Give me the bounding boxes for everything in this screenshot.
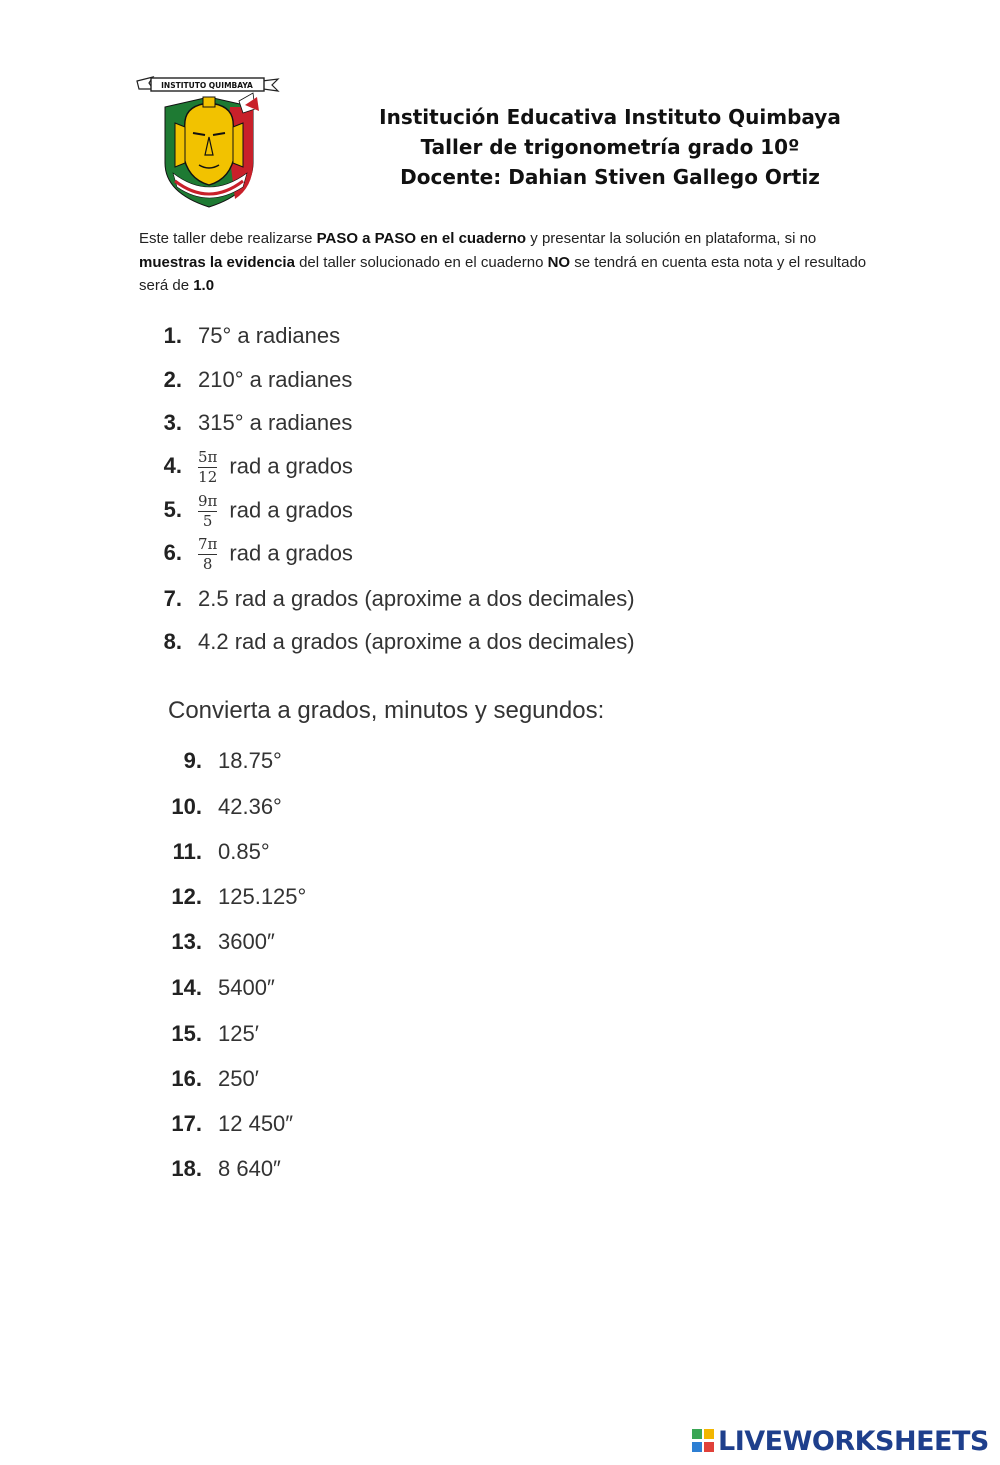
exercise-item [160, 629, 635, 655]
exercise-text: 12 450″ [218, 1111, 294, 1136]
exercise-text: 210° a radianes [198, 367, 353, 392]
exercise-text: 5400″ [218, 975, 275, 1000]
exercise-text: 4.2 rad a grados (aproxime a dos decimales) [198, 629, 635, 654]
exercise-item [160, 536, 353, 573]
exercise-item [168, 1111, 293, 1137]
exercise-item [160, 323, 340, 349]
exercise-item [168, 1066, 259, 1092]
exercise-text: 0.85° [218, 839, 270, 864]
institution-name: Institución Educativa Instituto Quimbaya [379, 105, 841, 129]
logo-banner-text: INSTITUTO QUIMBAYA [161, 81, 253, 90]
exercise-text: 18.75° [218, 748, 282, 773]
fraction-numerator: 7π [198, 535, 218, 553]
exercise-item [160, 493, 353, 530]
exercise-number: 18. [171, 1156, 202, 1181]
exercise-number: 12. [171, 884, 202, 909]
exercise-number: 16. [171, 1066, 202, 1091]
instructions-emphasis: muestras la evidencia [139, 253, 295, 271]
exercise-number: 15. [171, 1021, 202, 1046]
exercise-item [168, 748, 282, 774]
instructions-emphasis: NO [547, 253, 571, 271]
exercise-item [160, 586, 635, 612]
fraction-numerator: 5π [198, 448, 218, 466]
instructions-text: Este taller debe realizarse [139, 230, 317, 247]
fraction [198, 536, 217, 573]
instructions-text: y presentar la solución en plataforma, si no [526, 230, 817, 247]
exercise-text: rad a grados [229, 453, 353, 479]
institution-logo [135, 75, 280, 210]
exercise-item [168, 884, 306, 910]
exercise-item [160, 367, 352, 393]
instructions-emphasis: 1.0 [193, 277, 215, 294]
fraction-denominator: 12 [198, 468, 218, 486]
exercise-item [160, 410, 352, 436]
exercise-text: rad a grados [229, 540, 353, 566]
exercise-number: 10. [171, 794, 202, 819]
exercise-number: 3. [163, 410, 182, 435]
exercise-item [168, 794, 282, 820]
exercise-text: 125.125° [218, 884, 307, 909]
exercise-number: 1. [163, 323, 182, 348]
exercise-item [168, 975, 275, 1001]
exercise-item [168, 929, 275, 955]
exercise-text: rad a grados [229, 497, 353, 523]
instructions-text: del taller solucionado en el cuaderno [294, 253, 548, 271]
exercise-item [168, 1021, 259, 1047]
fraction-denominator: 5 [202, 512, 213, 530]
exercise-item [168, 839, 270, 865]
exercise-number: 13. [171, 929, 202, 954]
document-header [340, 102, 880, 192]
exercise-text: 125′ [218, 1021, 259, 1046]
exercise-number: 8. [163, 629, 182, 654]
section-heading: Convierta a grados, minutos y segundos: [168, 697, 605, 724]
exercise-number: 4. [163, 453, 182, 479]
exercise-text: 8 640″ [218, 1156, 281, 1181]
instructions-emphasis: PASO a PASO en el cuaderno [316, 230, 527, 247]
worksheet-title: Taller de trigonometría grado 10º [420, 135, 800, 159]
exercise-text: 42.36° [218, 794, 282, 819]
exercise-number: 11. [172, 839, 202, 864]
liveworksheets-logo[interactable] [692, 1424, 989, 1458]
exercise-number: 17. [171, 1111, 202, 1136]
exercise-text: 315° a radianes [198, 410, 353, 435]
exercise-number: 7. [163, 586, 182, 611]
exercise-text: 3600″ [218, 929, 275, 954]
fraction [198, 493, 217, 530]
instructions-text: se tendrá en cuenta esta nota y el resultado será de [139, 253, 867, 294]
exercise-number: 9. [183, 748, 202, 773]
exercise-number: 14. [171, 975, 202, 1000]
exercise-number: 2. [163, 367, 182, 392]
exercise-text: 2.5 rad a grados (aproxime a dos decimales) [198, 586, 635, 611]
instructions-paragraph [139, 227, 879, 298]
liveworksheets-icon [692, 1429, 714, 1453]
fraction [198, 449, 217, 486]
exercise-item [160, 449, 353, 486]
fraction-denominator: 8 [202, 555, 213, 573]
exercise-text: 250′ [218, 1066, 259, 1091]
teacher-name: Docente: Dahian Stiven Gallego Ortiz [400, 165, 820, 189]
liveworksheets-brand: LIVEWORKSHEETS [718, 1425, 989, 1457]
exercise-text: 75° a radianes [198, 323, 341, 348]
exercise-number: 6. [163, 540, 182, 566]
fraction-numerator: 9π [198, 492, 218, 510]
exercise-number: 5. [163, 497, 182, 523]
exercise-item [168, 1156, 281, 1182]
